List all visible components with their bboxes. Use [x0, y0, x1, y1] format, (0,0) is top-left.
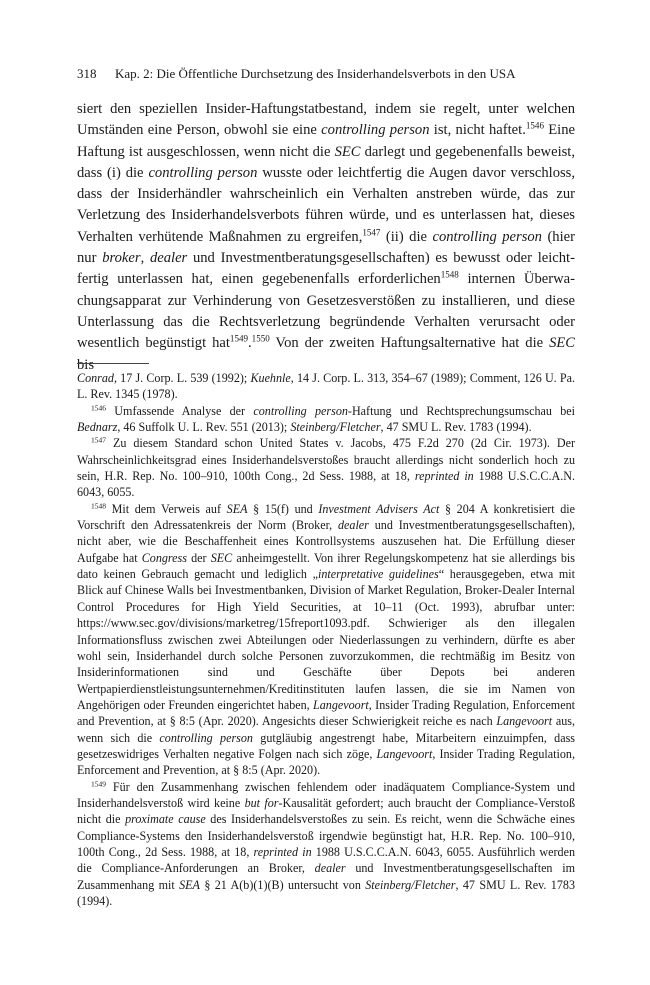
text-run: “ herausgegeben, etwa mit Blick auf Chinese Walls bei Investmentbanken, Division of Market Regulation, Broker-Dealer Internal Control Procedures for High Yield Securities, at 10–11 (Oct. 1993), abrufbar unter: https://www.sec.gov/divisions/marketreg/15freport1093.pdf. Schwieriger als den illegalen Informationsfluss zwischen zwei Abteilungen oder Niederlassungen zu verhindern, dürfte es aber wohl sein, Insiderhandel durch solche Personen zuvorzukommen, die rechtmäßig im Besitz von Insiderinformationen sind und Geschäfte über Depots bei anderen Wertpapierdienstleistungsunternehmen/Kreditinstituten laufen lassen, die sie im Namen von Angehörigen oder Freunden eingerichtet haben, [77, 567, 576, 712]
footnote-ref[interactable]: 1550 [251, 333, 270, 344]
footnote-ref[interactable]: 1549 [229, 333, 249, 344]
author-name: Steinberg/Fletcher [365, 877, 456, 892]
italic-term: SEC [210, 550, 233, 565]
text-run: , 46 Suffolk U. L. Rev. 551 (2013); [117, 420, 291, 435]
text-run: ist, nicht haftet. [429, 122, 526, 139]
author-name: Langevoort [496, 714, 553, 729]
text-run: , 17 J. Corp. L. 539 (1992); [113, 371, 251, 385]
text-run: § 15(f) und [247, 501, 319, 516]
text-run: -Haftung und Rechtsprechungsumschau bei [347, 403, 575, 418]
footnote-1549 [77, 779, 575, 910]
author-name: Langevoort [313, 697, 369, 712]
text-run: , 47 SMU L. Rev. 1783 (1994). [380, 420, 532, 435]
text-run: aus, wenn sich die [77, 714, 575, 745]
footnote-number: 1546 [91, 403, 106, 413]
text-run: gutgläubig angestrengt habe, Mitarbeitern einzuimpfen, dass gesetzeswidriges Verhalten negative Folgen nach sich zöge, [77, 730, 575, 761]
text-run: -Kausalität gefordert; auch braucht der Compliance-Verstoß nicht die [77, 795, 576, 827]
text-run: § 204 A konkretisiert die Vorschrift den Adressatenkreis der Norm (Broker, [77, 501, 575, 533]
footnotes [77, 370, 575, 909]
text-run: des Insiderhandelsverstoßes zu sein. Es reicht, wenn die Schwäche eines Compliance-Systems den Insiderhandelsverstoß irgendwie begünstigt hat, H.R. Rep. No. 100–910, 100th Cong., 2d Sess. 1988, at 18, [77, 812, 575, 859]
author-name: Langevoort [376, 746, 433, 761]
text-run: , Insider Trading Regulation, Enforcement and Prevention, at § 8:5 (Apr. 2020). [77, 746, 575, 778]
text-run: und Investmentberatungsgesellschaften im Zusammenhang mit [77, 861, 575, 892]
italic-term: dealer [337, 518, 369, 533]
italic-term: interpretative guidelines [317, 567, 439, 582]
text-run: , [140, 250, 150, 267]
body-paragraph [77, 99, 575, 376]
footnote-ref[interactable]: 1546 [525, 120, 544, 131]
author-name: Kuehnle [250, 371, 291, 385]
text-run: (hier nur [77, 228, 575, 267]
italic-term: Investment Advisers Act [318, 501, 440, 516]
text-run: 1988 U.S.C.C.A.N. 6043, 6055. [77, 469, 576, 500]
text-run: bis [77, 356, 95, 373]
text-run: siert den speziellen Insider-Haftungstatbestand, indem sie regelt, unter welchen Umständen eine Person, obwohl sie eine [77, 101, 575, 139]
author-name: Steinberg/Fletcher [290, 420, 381, 435]
italic-term: controlling person [253, 403, 348, 418]
footnote-1547 [77, 435, 575, 500]
italic-term: dealer [314, 861, 346, 876]
text-run: Umfassende Analyse der [106, 403, 254, 418]
italic-term: SEC [334, 143, 361, 160]
text-run: § 21 A(b)(1)(B) untersucht von [199, 877, 366, 892]
text-run: , 47 SMU L. Rev. 1783 (1994). [77, 877, 575, 908]
text-run: Mit dem Verweis auf [106, 501, 227, 516]
text-run: Von der zweiten Haftungsalternative hat die [269, 335, 550, 352]
text-run: , Insider Trading Regulation, Enforcement and Prevention, at § 8:5 (Apr. 2020). Angesichts dieser Schwierigkeit reiche es nach [77, 697, 575, 729]
author-name: Conrad [77, 371, 114, 385]
footnote-number: 1548 [91, 501, 106, 511]
text-run: , 14 J. Corp. L. 313, 354–67 (1989); Comment, 126 U. Pa. L. Rev. 1345 (1978). [77, 371, 575, 402]
footnote-number: 1549 [91, 778, 106, 788]
running-header [77, 66, 577, 82]
italic-term: Congress [141, 550, 187, 565]
main-text [77, 99, 575, 376]
text-run: der [186, 550, 211, 565]
footnote-separator [77, 363, 149, 364]
italic-term: proximate cause [125, 812, 206, 827]
footnote-1546 [77, 403, 575, 436]
italic-term: SEA [226, 501, 248, 516]
text-run: und Investmentberatungsgesellschaften), nicht aber, wie die Beschaffenheit eines Kontrollsystems auszusehen hat. Die Erfüllung dieser Aufgabe hat [77, 518, 575, 565]
running-title: Kap. 2: Die Öffentliche Durchsetzung des Insiderhandelsverbots in den USA [115, 66, 516, 81]
text-run: (ii) die [380, 228, 433, 245]
italic-term: controlling person [148, 164, 258, 181]
text-run: internen Überwachungsapparat zur Verhinderung von Gesetzesverstößen zu installieren, und diese Unterlassung das die Rechtsverletzung begründende Verhalten verursacht oder wesentlich begünstigt hat [77, 271, 575, 352]
italic-term: broker [102, 250, 141, 267]
text-run: darlegt und gegebenenfalls beweist, dass (i) die [77, 143, 576, 181]
author-name: Bednarz [77, 420, 118, 435]
footnote-continuation [77, 370, 575, 403]
footnote-ref[interactable]: 1547 [362, 227, 381, 238]
footnote-1548 [77, 501, 575, 779]
page-number: 318 [77, 66, 97, 81]
footnote-number: 1547 [91, 435, 106, 445]
text-run: Eine Haftung ist ausgeschlossen, wenn nicht die [77, 122, 575, 160]
text-run: . [248, 335, 252, 352]
italic-term: dealer [149, 250, 188, 267]
italic-term: SEC [549, 335, 576, 352]
italic-term: SEA [179, 877, 200, 892]
italic-term: but for [244, 795, 279, 810]
italic-term: reprinted in [414, 469, 474, 484]
text-run: 1988 U.S.C.C.A.N. 6043, 6055. Ausführlich werden die Compliance-Anforderungen an Broker, [77, 844, 575, 876]
footnote-ref[interactable]: 1548 [440, 269, 459, 280]
text-run: und Investmentberatungsgesellschaften) es bewusst oder leichtfertig unterlassen hat, einen gegebenenfalls erforderlichen [77, 250, 575, 288]
text-run: Zu diesem Standard schon United States v. Jacobs, 475 F.2d 270 (2d Cir. 1973). Der Wahrscheinlichkeitsgrad eines Insiderhandelsverstoßes braucht allerdings nicht sonderlich hoch zu sein, H.R. Rep. No. 100–910, 100th Cong., 2d Sess. 1988, at 18, [77, 436, 575, 484]
italic-term: controlling person [159, 730, 253, 745]
italic-term: reprinted in [253, 844, 312, 859]
italic-term: controlling person [321, 122, 430, 139]
italic-term: controlling person [432, 228, 542, 245]
text-run: anheimgestellt. Von ihrer Regelungskompetenz hat sie allerdings bis dato keinen Gebrauch gemacht und lediglich „ [77, 550, 575, 582]
text-run: wusste oder leichtfertig die Augen davor verschloss, dass der Insiderhändler wahrscheinlich ein Verhalten anstreben würde, das zur Verletzung des Insiderhandelsverbots führen würde, und es unterlassen hat, dieses Verhalten verhütende Maßnahmen zu ergreifen, [77, 164, 575, 245]
text-run: Für den Zusammenhang zwischen fehlendem oder inadäquatem Compliance-System und Insiderhandelsverstoß wird keine [77, 779, 575, 810]
